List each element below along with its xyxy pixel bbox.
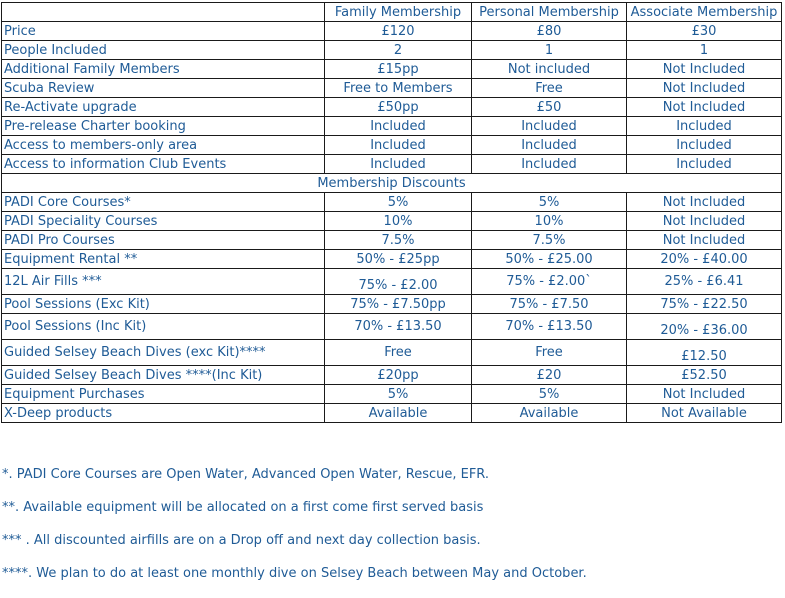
row-label: Pool Sessions (Inc Kit) [2, 314, 325, 340]
table-row [2, 41, 782, 60]
row-label: Price [2, 22, 325, 41]
family-value: Free [325, 340, 472, 366]
personal-value: Available [472, 404, 627, 423]
section-row [2, 174, 782, 193]
associate-value: Not Included [627, 212, 782, 231]
family-value: 5% [325, 193, 472, 212]
table-row [2, 193, 782, 212]
row-label: 12L Air Fills *** [2, 269, 325, 295]
row-label: Pool Sessions (Exc Kit) [2, 295, 325, 314]
personal-value: Included [472, 136, 627, 155]
footnote-airfills: *** . All discounted airfills are on a Drop off and next day collection basis. [2, 533, 481, 548]
associate-value: Not Included [627, 98, 782, 117]
personal-value: 75% - £2.00` [472, 269, 627, 295]
footnotes [2, 466, 782, 598]
personal-value: 10% [472, 212, 627, 231]
table-row [2, 295, 782, 314]
membership-table [1, 2, 782, 423]
associate-value: 25% - £6.41 [627, 269, 782, 295]
family-value: 70% - £13.50 [325, 314, 472, 340]
table-row [2, 22, 782, 41]
row-label: PADI Pro Courses [2, 231, 325, 250]
associate-value: £52.50 [627, 366, 782, 385]
row-label: Re-Activate upgrade [2, 98, 325, 117]
associate-value: Included [627, 155, 782, 174]
personal-value: 75% - £7.50 [472, 295, 627, 314]
table-row [2, 60, 782, 79]
table-row [2, 155, 782, 174]
row-label: Access to members-only area [2, 136, 325, 155]
row-label: Access to information Club Events [2, 155, 325, 174]
row-label: People Included [2, 41, 325, 60]
associate-value: Included [627, 117, 782, 136]
row-label: Additional Family Members [2, 60, 325, 79]
table-row [2, 136, 782, 155]
associate-value: Not Included [627, 231, 782, 250]
table-row [2, 250, 782, 269]
family-value: £120 [325, 22, 472, 41]
table-row [2, 314, 782, 340]
associate-value: Not Included [627, 385, 782, 404]
family-value: 7.5% [325, 231, 472, 250]
family-value: 10% [325, 212, 472, 231]
family-value: 75% - £7.50pp [325, 295, 472, 314]
header-blank-cell [2, 3, 325, 22]
associate-value: £30 [627, 22, 782, 41]
table-row [2, 98, 782, 117]
row-label: Equipment Rental ** [2, 250, 325, 269]
personal-value: Included [472, 117, 627, 136]
row-label: PADI Core Courses* [2, 193, 325, 212]
section-title: Membership Discounts [2, 174, 782, 193]
personal-value: £50 [472, 98, 627, 117]
table-row [2, 340, 782, 366]
associate-value: Included [627, 136, 782, 155]
associate-value: Not Included [627, 79, 782, 98]
personal-value: 7.5% [472, 231, 627, 250]
family-value: 50% - £25pp [325, 250, 472, 269]
family-value: Included [325, 155, 472, 174]
footnote-equipment: **. Available equipment will be allocated on a first come first served basis [2, 500, 484, 515]
row-label: X-Deep products [2, 404, 325, 423]
table-row [2, 385, 782, 404]
header-row [2, 3, 782, 22]
header-personal-membership: Personal Membership [472, 3, 627, 22]
row-label: Guided Selsey Beach Dives ****(Inc Kit) [2, 366, 325, 385]
associate-value: Not Included [627, 60, 782, 79]
associate-value: 1 [627, 41, 782, 60]
table-row [2, 269, 782, 295]
footnote-beach-dives: ****. We plan to do at least one monthly dive on Selsey Beach between May and October. [2, 566, 587, 581]
personal-value: £80 [472, 22, 627, 41]
family-value: Included [325, 136, 472, 155]
personal-value: 1 [472, 41, 627, 60]
associate-value: £12.50 [627, 340, 782, 366]
personal-value: 5% [472, 193, 627, 212]
family-value: Included [325, 117, 472, 136]
row-label: Guided Selsey Beach Dives (exc Kit)**** [2, 340, 325, 366]
personal-value: Included [472, 155, 627, 174]
family-value: Free to Members [325, 79, 472, 98]
header-family-membership: Family Membership [325, 3, 472, 22]
family-value: 2 [325, 41, 472, 60]
associate-value: Not Included [627, 193, 782, 212]
personal-value: 70% - £13.50 [472, 314, 627, 340]
associate-value: 20% - £40.00 [627, 250, 782, 269]
family-value: 5% [325, 385, 472, 404]
row-label: Scuba Review [2, 79, 325, 98]
table-row [2, 79, 782, 98]
family-value: £15pp [325, 60, 472, 79]
associate-value: 20% - £36.00 [627, 314, 782, 340]
table-row [2, 366, 782, 385]
row-label: Equipment Purchases [2, 385, 325, 404]
table-row [2, 404, 782, 423]
personal-value: Free [472, 340, 627, 366]
table-row [2, 117, 782, 136]
row-label: PADI Speciality Courses [2, 212, 325, 231]
family-value: £20pp [325, 366, 472, 385]
footnote-core-courses: *. PADI Core Courses are Open Water, Advanced Open Water, Rescue, EFR. [2, 467, 490, 482]
personal-value: £20 [472, 366, 627, 385]
personal-value: 50% - £25.00 [472, 250, 627, 269]
family-value: 75% - £2.00 [325, 269, 472, 295]
family-value: Available [325, 404, 472, 423]
header-associate-membership: Associate Membership [627, 3, 782, 22]
personal-value: 5% [472, 385, 627, 404]
row-label: Pre-release Charter booking [2, 117, 325, 136]
table-row [2, 212, 782, 231]
associate-value: 75% - £22.50 [627, 295, 782, 314]
personal-value: Free [472, 79, 627, 98]
family-value: £50pp [325, 98, 472, 117]
associate-value: Not Available [627, 404, 782, 423]
personal-value: Not included [472, 60, 627, 79]
table-row [2, 231, 782, 250]
